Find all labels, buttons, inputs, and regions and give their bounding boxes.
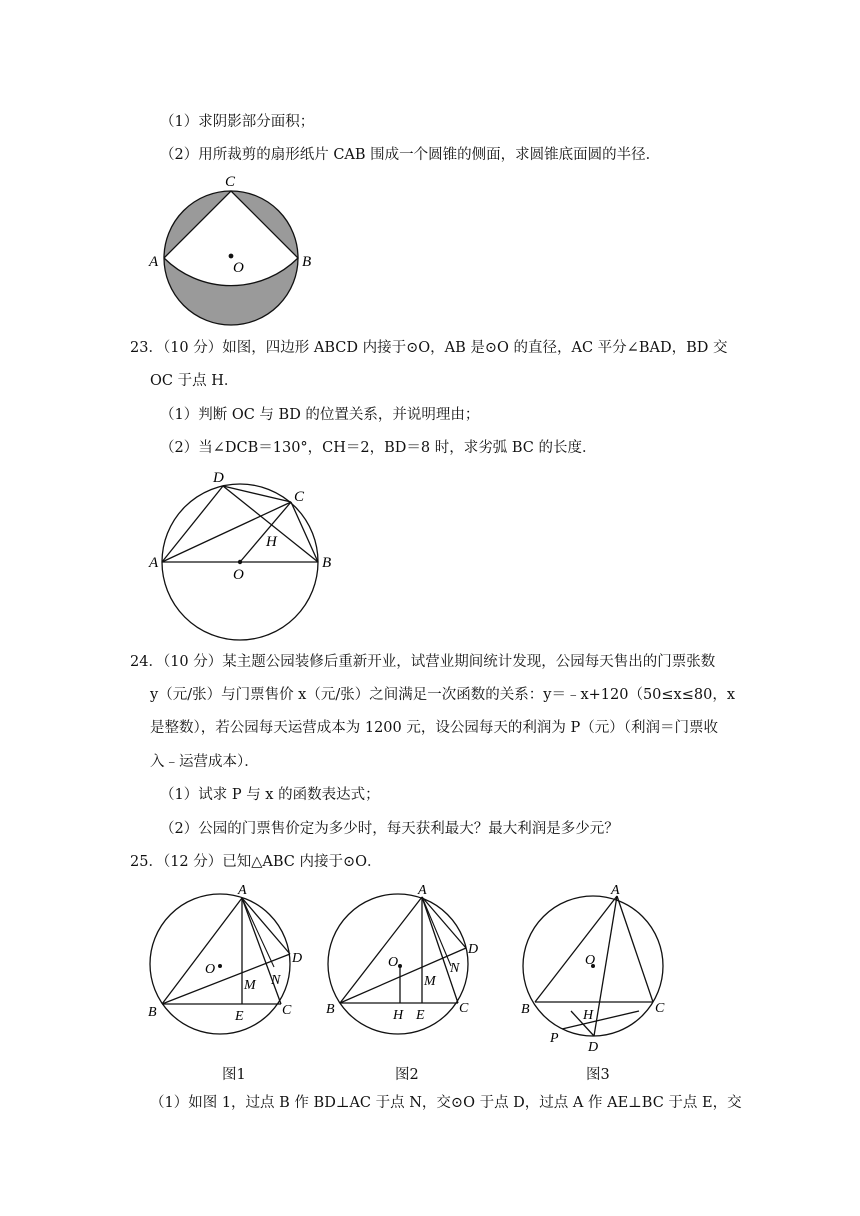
prev-question-1: （1）求阴影部分面积； bbox=[160, 114, 315, 130]
fig-label-D: D bbox=[588, 1040, 599, 1055]
fig-label-D: D bbox=[292, 951, 303, 966]
fig-label-A: A bbox=[418, 883, 427, 898]
fig-label-N: N bbox=[450, 961, 460, 976]
fig-label-B: B bbox=[326, 1002, 335, 1017]
fig-label-C: C bbox=[282, 1003, 292, 1018]
problem-24-line-4: 入﹣运营成本）． bbox=[150, 754, 259, 770]
fig-label-E: E bbox=[416, 1008, 425, 1023]
fig-label-E: E bbox=[235, 1009, 244, 1024]
prev-question-2: （2）用所裁剪的扇形纸片 CAB 围成一个圆锥的侧面，求圆锥底面圆的半径． bbox=[160, 147, 661, 163]
problem-24-question-1: （1）试求 P 与 x 的函数表达式； bbox=[160, 787, 380, 803]
figure-2-caption: 图2 bbox=[395, 1067, 419, 1083]
fig-label-C: C bbox=[459, 1001, 469, 1016]
fig-label-O: O bbox=[233, 567, 244, 583]
fig-label-B: B bbox=[302, 254, 312, 270]
fig-label-B: B bbox=[148, 1005, 157, 1020]
fig-label-P: P bbox=[550, 1031, 559, 1046]
figure-25-1 bbox=[140, 880, 320, 1040]
figure-3-caption: 图3 bbox=[586, 1067, 610, 1083]
fig-label-H: H bbox=[393, 1008, 404, 1023]
problem-25-question-1: （1）如图 1，过点 B 作 BD⊥AC 于点 N，交⊙O 于点 D，过点 A 作 AE⊥BC 于点 E，交 bbox=[150, 1095, 742, 1111]
fig-label-D: D bbox=[213, 470, 224, 486]
problem-24-question-2: （2）公园的门票售价定为多少时，每天获利最大？最大利润是多少元？ bbox=[160, 821, 619, 837]
fig-label-A: A bbox=[149, 254, 159, 270]
fig-label-C: C bbox=[294, 489, 305, 505]
problem-23-line-1: 23．（10 分）如图，四边形 ABCD 内接于⊙O，AB 是⊙O 的直径，AC 平分∠BAD，BD 交 bbox=[130, 340, 728, 356]
fig-label-A: A bbox=[238, 883, 247, 898]
problem-24-line-3: 是整数），若公园每天运营成本为 1200 元，设公园每天的利润为 P（元）（利润＝门票收 bbox=[150, 720, 718, 736]
fig-label-O: O bbox=[388, 955, 399, 970]
fig-label-H: H bbox=[266, 534, 277, 550]
fig-label-O: O bbox=[585, 953, 596, 968]
fig-label-B: B bbox=[521, 1002, 530, 1017]
fig-label-A: A bbox=[611, 883, 620, 898]
fig-label-O: O bbox=[205, 962, 216, 977]
fig-label-A: A bbox=[149, 555, 159, 571]
figure-25-2 bbox=[318, 880, 498, 1040]
figure-25-3 bbox=[505, 880, 685, 1060]
fig-label-C: C bbox=[225, 174, 236, 190]
fig-label-B: B bbox=[322, 555, 332, 571]
problem-24-line-2: y（元/张）与门票售价 x（元/张）之间满足一次函数的关系：y＝﹣x+120（50≤x≤80，x bbox=[150, 687, 735, 703]
fig-label-M: M bbox=[244, 978, 256, 993]
problem-23-question-2: （2）当∠DCB＝130°，CH＝2，BD＝8 时，求劣弧 BC 的长度． bbox=[160, 440, 597, 456]
problem-23-line-2: OC 于点 H． bbox=[150, 373, 239, 389]
figure-1-caption: 图1 bbox=[222, 1067, 246, 1083]
fig-label-N: N bbox=[271, 973, 281, 988]
problem-25-line-1: 25．（12 分）已知△ABC 内接于⊙O． bbox=[130, 854, 382, 870]
figure-sector-circle bbox=[140, 170, 320, 320]
fig-label-D: D bbox=[468, 942, 479, 957]
fig-label-H: H bbox=[583, 1008, 594, 1023]
fig-label-C: C bbox=[655, 1001, 665, 1016]
figure-quadrilateral-circle bbox=[140, 468, 340, 643]
problem-23-question-1: （1）判断 OC 与 BD 的位置关系，并说明理由； bbox=[160, 407, 480, 423]
fig-label-M: M bbox=[424, 974, 436, 989]
problem-24-line-1: 24．（10 分）某主题公园装修后重新开业，试营业期间统计发现，公园每天售出的门票张数 bbox=[130, 654, 716, 670]
fig-label-O: O bbox=[233, 260, 244, 276]
